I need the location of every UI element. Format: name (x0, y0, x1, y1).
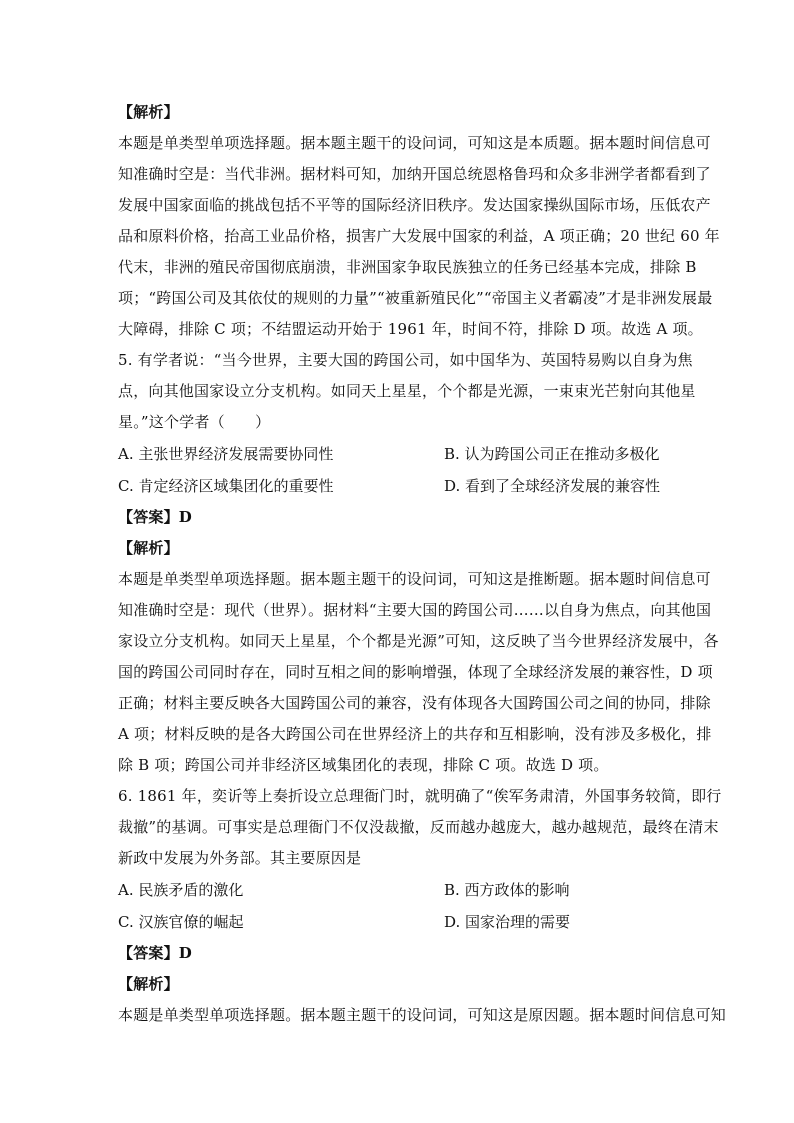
option-a: A. 民族矛盾的激化 (118, 881, 244, 899)
option-c: C. 汉族官僚的崛起 (118, 913, 244, 931)
question-5-line: 点，向其他国家设立分支机构。如同天上星星，个个都是光源，一束束光芒射向其他星 (118, 382, 696, 400)
answer-label: 【答案】D (118, 508, 193, 526)
question-6-line: 裁撤”的基调。可事实是总理衙门不仅没裁撤，反而越办越庞大，越办越规范，最终在清末 (118, 818, 719, 836)
question-5-line: 5. 有学者说：“当今世界，主要大国的跨国公司，如中国华为、英国特易购以自身为焦 (118, 351, 693, 369)
option-c: C. 肯定经济区域集团化的重要性 (118, 477, 334, 495)
analysis-line: 本题是单类型单项选择题。据本题主题干的设问词，可知这是原因题。据本题时间信息可知 (118, 1006, 727, 1024)
option-d: D. 国家治理的需要 (444, 913, 571, 931)
analysis-heading: 【解析】 (118, 975, 179, 993)
analysis-line: 正确；材料主要反映各大国跨国公司的兼容，没有体现各大国跨国公司之间的协同，排除 (118, 694, 711, 712)
analysis-line: 本题是单类型单项选择题。据本题主题干的设问词，可知这是本质题。据本题时间信息可 (118, 134, 711, 152)
question-5-line: 星。”这个学者（ ） (118, 413, 271, 431)
analysis-line: 代末，非洲的殖民帝国彻底崩溃，非洲国家争取民族独立的任务已经基本完成，排除 B (118, 258, 697, 276)
analysis-line: 大障碍，排除 C 项；不结盟运动开始于 1961 年，时间不符，排除 D 项。故选 A 项。 (118, 320, 703, 338)
answer-label: 【答案】D (118, 944, 193, 962)
analysis-line: 发展中国家面临的挑战包括不平等的国际经济旧秩序。发达国家操纵国际市场，压低农产 (118, 196, 711, 214)
option-b: B. 认为跨国公司正在推动多极化 (444, 445, 660, 463)
analysis-line: 国的跨国公司同时存在，同时互相之间的影响增强，体现了全球经济发展的兼容性，D 项 (118, 663, 713, 681)
analysis-heading: 【解析】 (118, 103, 179, 121)
question-6-line: 新政中发展为外务部。其主要原因是 (118, 849, 362, 867)
analysis-line: 品和原料价格，抬高工业品价格，损害广大发展中国家的利益，A 项正确；20 世纪 60 年 (118, 227, 720, 245)
option-d: D. 看到了全球经济发展的兼容性 (444, 477, 661, 495)
question-6-line: 6. 1861 年，奕䜣等上奏折设立总理衙门时，就明确了“俟军务肃清，外国事务较简，即行 (118, 787, 722, 805)
option-a: A. 主张世界经济发展需要协同性 (118, 445, 334, 463)
analysis-line: 家设立分支机构。如同天上星星，个个都是光源”可知，这反映了当今世界经济发展中，各 (118, 632, 719, 650)
analysis-line: 知准确时空是：当代非洲。据材料可知，加纳开国总统恩格鲁玛和众多非洲学者都看到了 (118, 165, 711, 183)
option-b: B. 西方政体的影响 (444, 881, 570, 899)
analysis-line: 项；“跨国公司及其依仗的规则的力量”“被重新殖民化”“帝国主义者霸凌”才是非洲发展最 (118, 289, 713, 307)
analysis-line: 知准确时空是：现代（世界）。据材料“主要大国的跨国公司……以自身为焦点，向其他国 (118, 601, 712, 619)
analysis-line: 除 B 项；跨国公司并非经济区域集团化的表现，排除 C 项。故选 D 项。 (118, 756, 609, 774)
analysis-line: A 项；材料反映的是各大跨国公司在世界经济上的共存和互相影响，没有涉及多极化，排 (118, 725, 712, 743)
analysis-line: 本题是单类型单项选择题。据本题主题干的设问词，可知这是推断题。据本题时间信息可 (118, 570, 711, 588)
analysis-heading: 【解析】 (118, 539, 179, 557)
